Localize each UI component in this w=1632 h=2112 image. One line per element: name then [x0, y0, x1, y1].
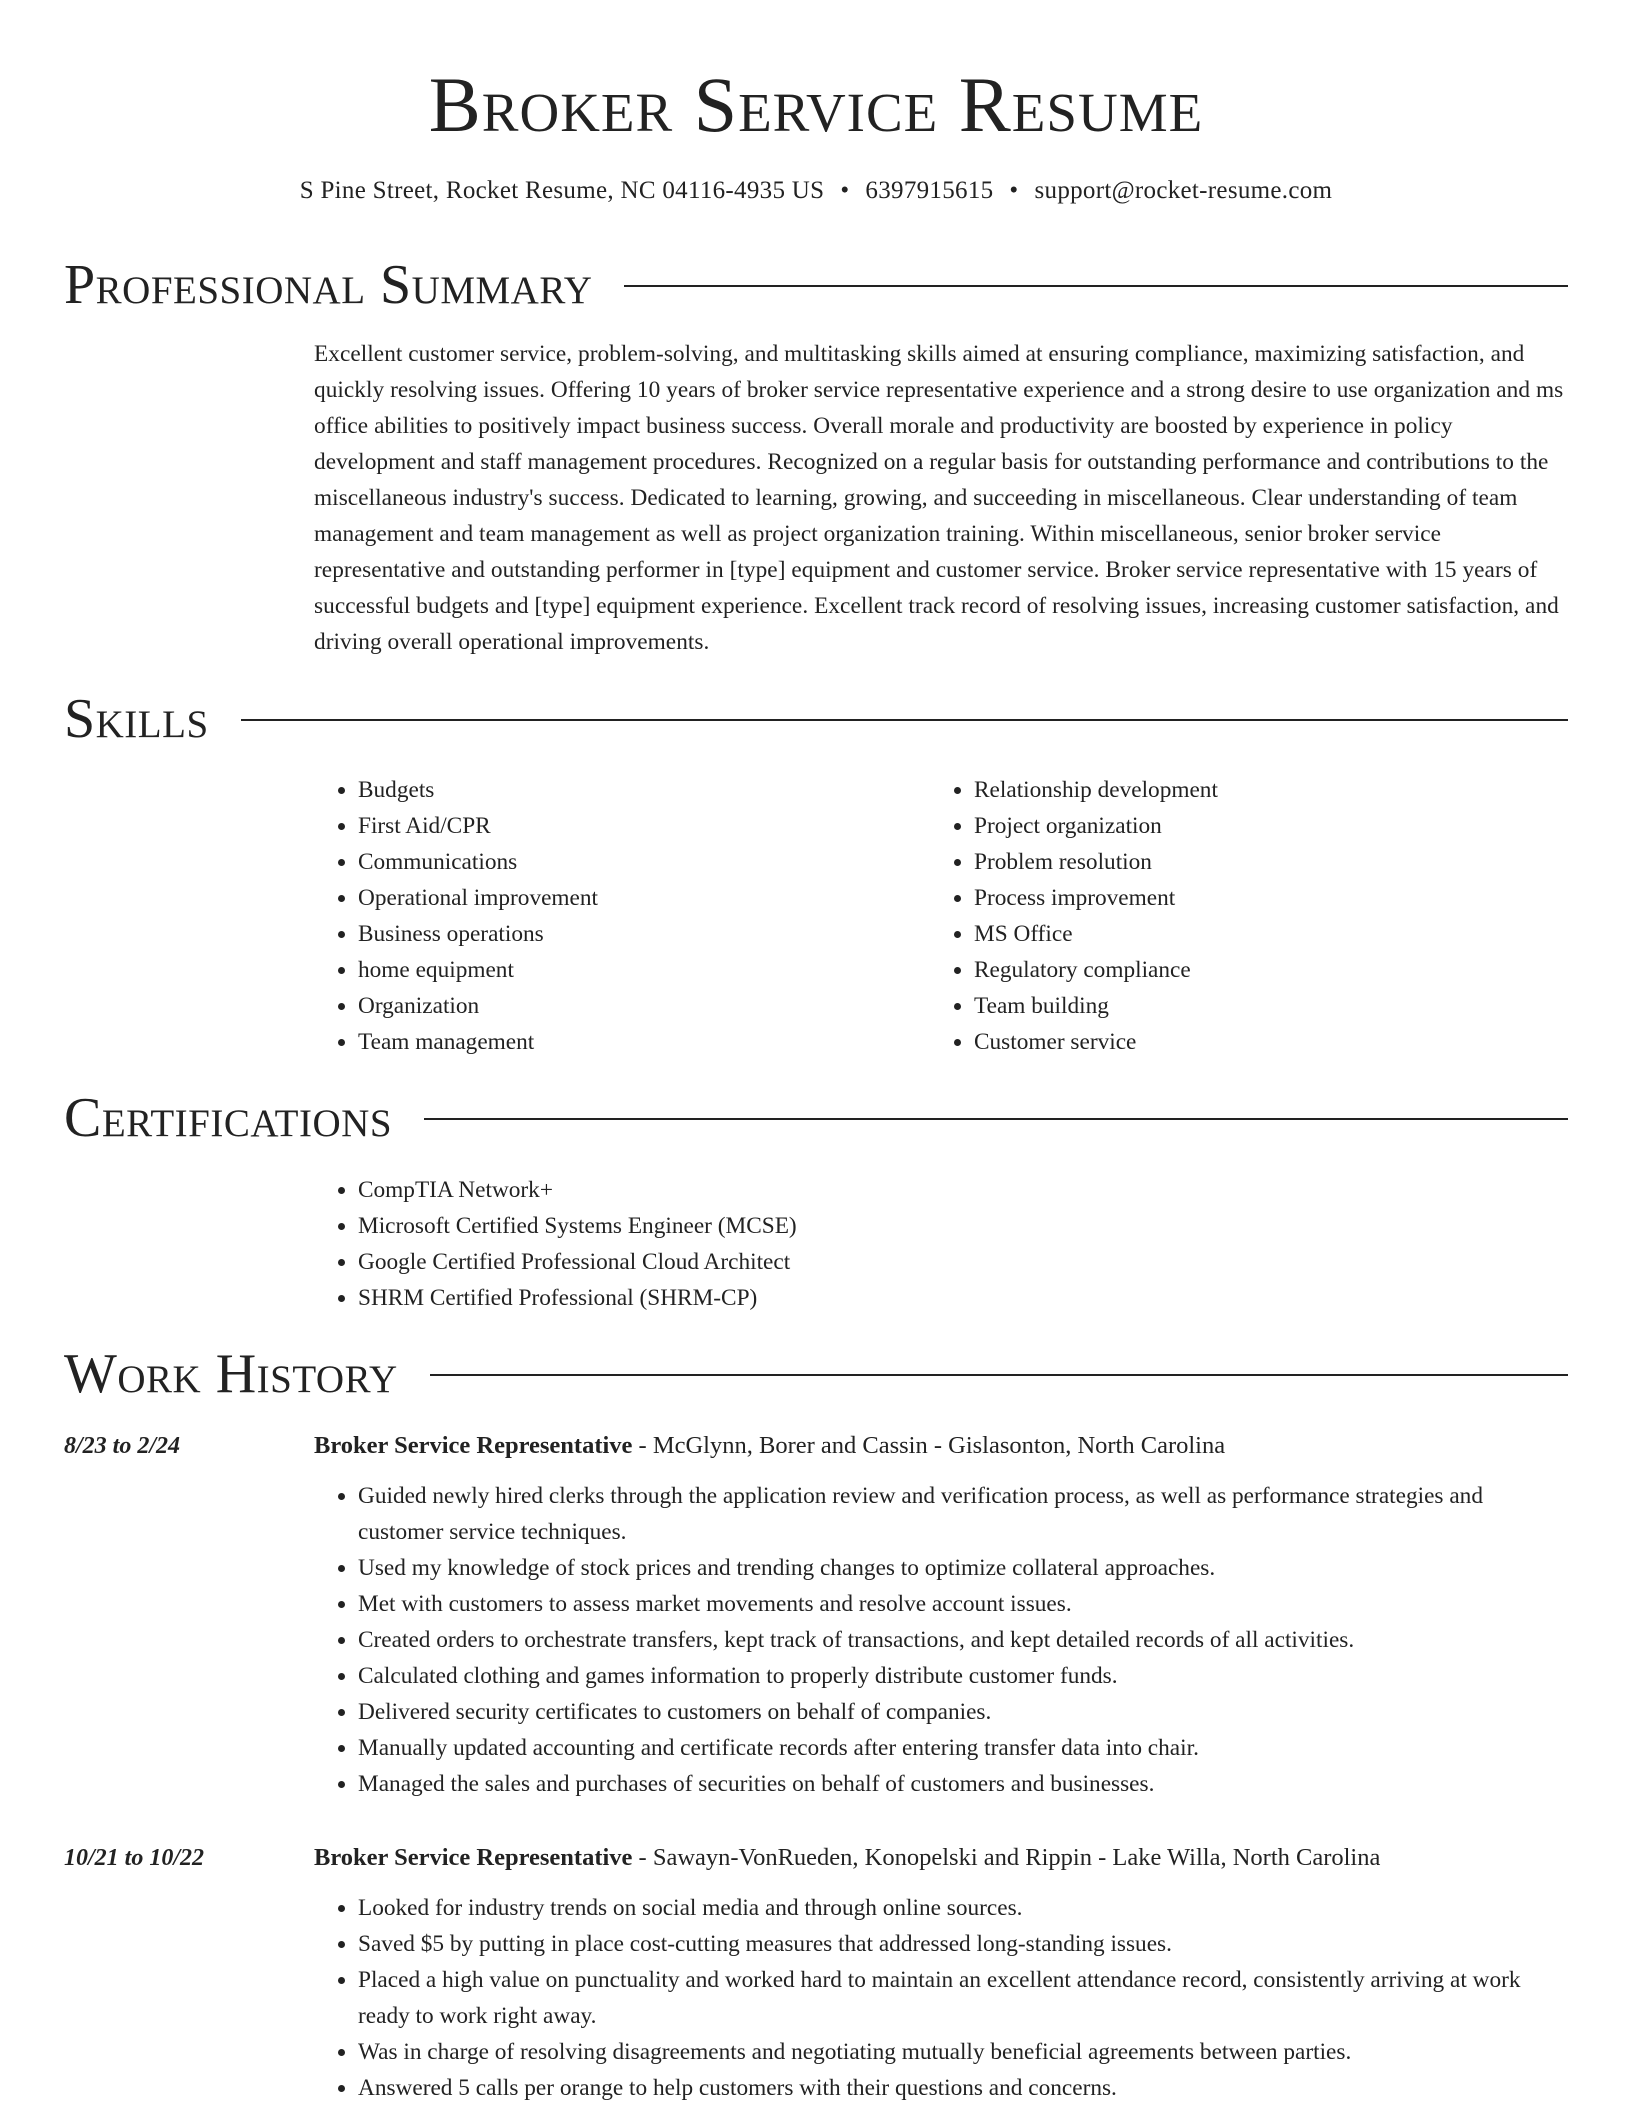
skill-item: • home equipment: [358, 952, 914, 988]
contact-email: support@rocket-resume.com: [1034, 177, 1333, 204]
job-duties-list: [314, 1890, 1568, 2106]
skill-item: • Team management: [358, 1024, 914, 1060]
duty-item: • Saved $5 by putting in place cost-cutting measures that addressed long-standing issues.: [358, 1926, 1568, 1962]
certification-item: • Microsoft Certified Systems Engineer (MCSE): [358, 1208, 1568, 1244]
job-title: Broker Service Representative: [314, 1844, 633, 1871]
job-duties: [314, 1478, 1568, 1802]
section-divider: [424, 1118, 1568, 1120]
duty-item: • Placed a high value on punctuality and worked hard to maintain an excellent attendance record, consistently arriving at work ready to work right away.: [358, 1962, 1568, 2034]
duty-item: • Met with customers to assess market movements and resolve account issues.: [358, 1586, 1568, 1622]
job-heading: [314, 1428, 1568, 1464]
skill-item: • Business operations: [358, 916, 914, 952]
skill-item: • Budgets: [358, 772, 914, 808]
skill-item: • Problem resolution: [974, 844, 1530, 880]
skills-section-title: Skills: [64, 688, 209, 750]
contact-line: [0, 176, 1632, 206]
resume-name: Broker Service Resume: [428, 61, 1204, 148]
certifications-section-title: Certifications: [64, 1087, 393, 1149]
job-dates: 10/21 to 10/22: [64, 1845, 205, 1871]
work-section-header: [64, 1341, 1568, 1407]
contact-separator: •: [1009, 177, 1019, 204]
certifications-section-header: [64, 1085, 1568, 1151]
duty-item: • Calculated clothing and games information to properly distribute customer funds.: [358, 1658, 1568, 1694]
certification-item: • Google Certified Professional Cloud Architect: [358, 1244, 1568, 1280]
skill-item: • Relationship development: [974, 772, 1530, 808]
skills-section-header: [64, 686, 1568, 752]
job-company-location: - Sawayn-VonRueden, Konopelski and Rippin - Lake Willa, North Carolina: [632, 1844, 1381, 1871]
duty-item: • Used my knowledge of stock prices and trending changes to optimize collateral approaches.: [358, 1550, 1568, 1586]
skill-item: • Organization: [358, 988, 914, 1024]
section-divider: [241, 719, 1568, 721]
job-title: Broker Service Representative: [314, 1432, 633, 1459]
skill-item: • Communications: [358, 844, 914, 880]
job-duties: [314, 1890, 1568, 2106]
certification-item: • CompTIA Network+: [358, 1172, 1568, 1208]
duty-item: • Guided newly hired clerks through the application review and verification process, as well as performance strategies and customer service techniques.: [358, 1478, 1568, 1550]
duty-item: • Delivered security certificates to customers on behalf of companies.: [358, 1694, 1568, 1730]
duty-item: • Was in charge of resolving disagreements and negotiating mutually beneficial agreements between parties.: [358, 2034, 1568, 2070]
duty-item: • Created orders to orchestrate transfers, kept track of transactions, and kept detailed records of all activities.: [358, 1622, 1568, 1658]
contact-address: S Pine Street, Rocket Resume, NC 04116-4935 US: [299, 177, 825, 204]
duty-item: • Answered 5 calls per orange to help customers with their questions and concerns.: [358, 2070, 1568, 2106]
duty-item: • Managed the sales and purchases of securities on behalf of customers and businesses.: [358, 1766, 1568, 1802]
section-divider: [624, 285, 1568, 287]
skill-item: • Team building: [974, 988, 1530, 1024]
skill-item: • Process improvement: [974, 880, 1530, 916]
skill-item: • First Aid/CPR: [358, 808, 914, 844]
certifications-list: [314, 1172, 1568, 1316]
skill-item: • Regulatory compliance: [974, 952, 1530, 988]
skills-column-left: [314, 772, 914, 1060]
job-heading: [314, 1840, 1568, 1876]
skill-item: • Customer service: [974, 1024, 1530, 1060]
skills-list-left: [314, 772, 914, 1060]
certifications-block: [314, 1172, 1568, 1316]
job-company-location: - McGlynn, Borer and Cassin - Gislasonton, North Carolina: [632, 1432, 1226, 1459]
section-divider: [430, 1374, 1568, 1376]
skills-list-right: [930, 772, 1530, 1060]
skills-column-right: [930, 772, 1530, 1060]
summary-section-header: [64, 252, 1568, 318]
summary-section-title: Professional Summary: [64, 254, 593, 316]
work-section-title: Work History: [64, 1343, 398, 1405]
duty-item: • Manually updated accounting and certificate records after entering transfer data into chair.: [358, 1730, 1568, 1766]
skill-item: • Project organization: [974, 808, 1530, 844]
certification-item: • SHRM Certified Professional (SHRM-CP): [358, 1280, 1568, 1316]
duty-item: • Looked for industry trends on social media and through online sources.: [358, 1890, 1568, 1926]
job-duties-list: [314, 1478, 1568, 1802]
contact-separator: •: [840, 177, 850, 204]
job-dates: 8/23 to 2/24: [64, 1433, 181, 1459]
skill-item: • Operational improvement: [358, 880, 914, 916]
skill-item: • MS Office: [974, 916, 1530, 952]
contact-phone: 6397915615: [865, 177, 994, 204]
summary-text: Excellent customer service, problem-solving, and multitasking skills aimed at ensuring compliance, maximizing satisfaction, and quickly resolving issues. Offering 10 years of broker service representative experience and a strong desire to use organization and ms office abilities to positively impact business success. Overall morale and productivity are boosted by experience in policy development and staff management procedures. Recognized on a regular basis for outstanding performance and contributions to the miscellaneous industry's success. Dedicated to learning, growing, and succeeding in miscellaneous. Clear understanding of team management and team management as well as project organization training. Within miscellaneous, senior broker service representative and outstanding performer in [type] equipment and customer service. Broker service representative with 15 years of successful budgets and [type] equipment experience. Excellent track record of resolving issues, increasing customer satisfaction, and driving overall operational improvements.: [314, 341, 1564, 655]
